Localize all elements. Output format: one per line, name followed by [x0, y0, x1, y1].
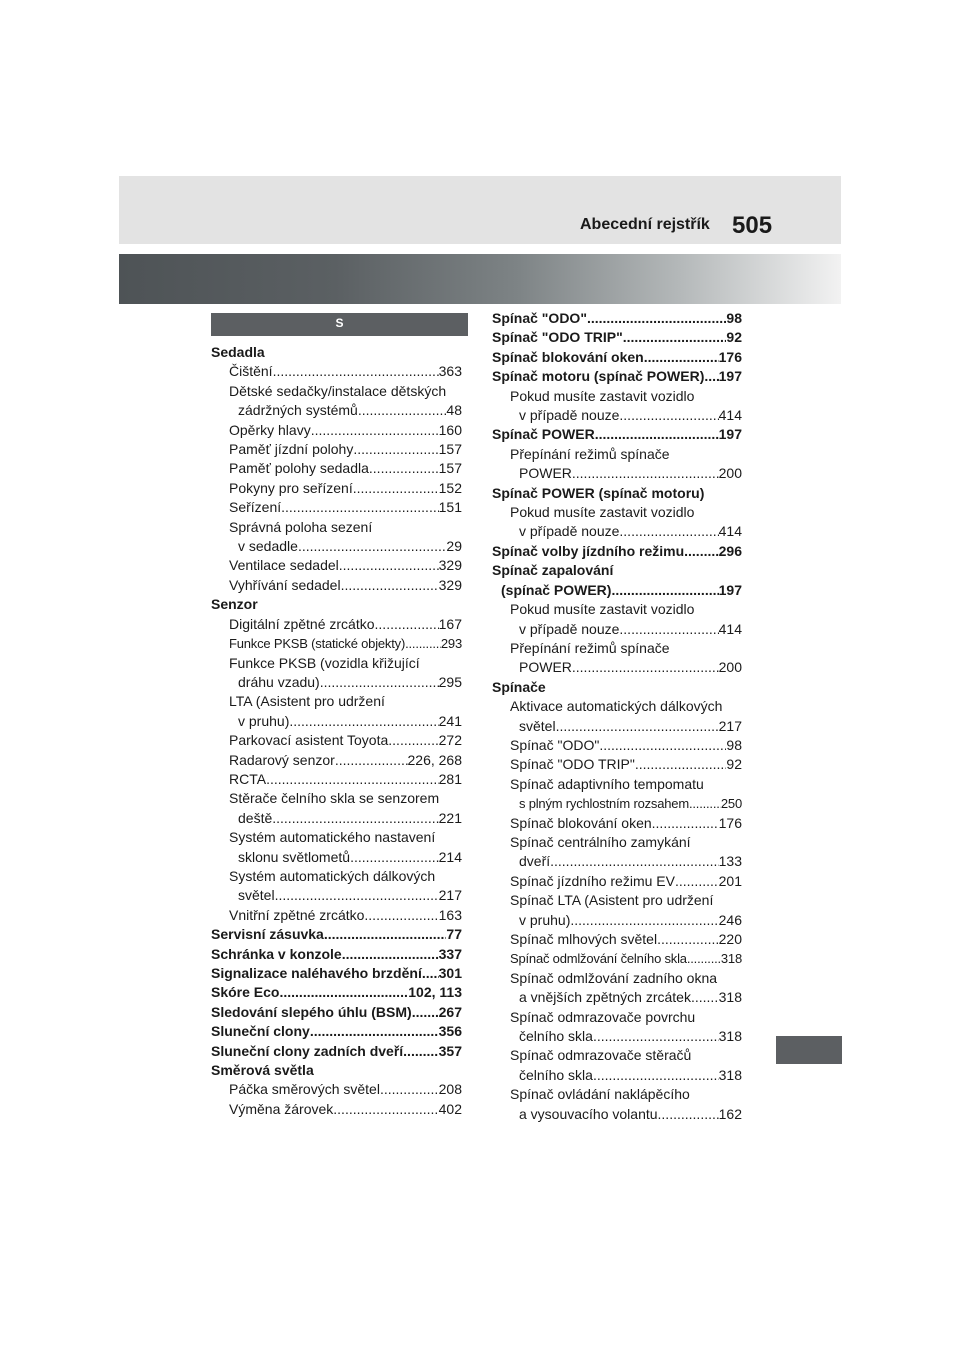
index-entry-page: 301	[438, 965, 462, 981]
index-entry	[492, 367, 742, 386]
index-entry-text: dveří	[519, 853, 551, 870]
index-entry-page: 200	[718, 659, 742, 676]
index-entry-text: Sedadla	[211, 344, 265, 360]
index-entry	[492, 503, 742, 522]
index-entry	[211, 789, 462, 808]
index-entry-page: 329	[438, 576, 462, 593]
index-entry	[492, 1027, 742, 1046]
index-entry-page: 162	[718, 1105, 742, 1122]
index-entry-page: 293	[440, 636, 462, 652]
index-entry-text: světel	[519, 717, 556, 734]
index-entry-text: Pokud musíte zastavit vozidlo	[510, 601, 695, 618]
index-entry	[492, 988, 742, 1007]
dot-leader	[333, 1100, 438, 1119]
dot-leader	[358, 401, 447, 420]
index-entry	[492, 833, 742, 852]
dot-leader	[335, 751, 408, 770]
index-entry-text: Spínač adaptivního tempomatu	[510, 775, 704, 792]
index-entry	[211, 1003, 462, 1022]
index-entry	[492, 717, 742, 736]
index-entry	[492, 678, 742, 697]
index-entry	[211, 595, 462, 614]
index-entry-page: 329	[438, 557, 462, 574]
index-entry-text: v sedadle	[238, 538, 298, 555]
dot-leader	[403, 1042, 438, 1061]
index-entry-text: Radarový senzor	[229, 751, 335, 768]
index-entry-text: Digitální zpětné zrcátko	[229, 615, 375, 632]
index-entry	[211, 867, 462, 886]
dot-leader	[570, 911, 718, 930]
dot-leader	[689, 794, 721, 813]
index-letter-bar	[211, 313, 468, 336]
index-entry-page: 318	[718, 1028, 742, 1045]
index-entry	[211, 751, 462, 770]
index-entry-page: 226, 268	[407, 751, 462, 768]
index-entry-text: Spínač jízdního režimu EV	[510, 872, 675, 889]
index-entry	[492, 1046, 742, 1065]
index-entry-page: 296	[718, 542, 742, 559]
index-entry-page: 214	[438, 848, 462, 865]
index-entry-text: Systém automatického nastavení	[229, 829, 436, 846]
index-entry-text: Čištění	[229, 363, 273, 380]
index-entry-page: 29	[446, 538, 462, 555]
index-entry	[211, 343, 462, 362]
index-entry-page: 176	[718, 348, 742, 365]
dot-leader	[341, 576, 439, 595]
index-entry	[492, 1105, 742, 1124]
index-entry-page: 201	[718, 872, 742, 889]
index-entry-page: 220	[718, 931, 742, 947]
dot-leader	[298, 537, 446, 556]
index-entry-page: 167	[438, 615, 462, 632]
index-entry-text: čelního skla	[519, 1066, 593, 1083]
index-entry-text: a vnějších zpětných zrcátek	[519, 989, 691, 1006]
index-entry	[492, 581, 742, 600]
dot-leader	[550, 852, 719, 871]
index-entry-text: Spínač blokování oken	[510, 814, 652, 831]
index-entry	[211, 945, 462, 964]
index-entry-text: Přepínání režimů spínače	[510, 639, 670, 656]
index-entry	[211, 401, 462, 420]
index-entry-text: Pokud musíte zastavit vozidlo	[510, 387, 695, 404]
index-entry-page: 318	[718, 989, 742, 1006]
index-entry	[492, 930, 742, 949]
dot-leader	[380, 1080, 439, 1099]
index-entry-page: 163	[438, 906, 462, 923]
dot-leader	[266, 770, 439, 789]
dot-leader	[587, 309, 726, 328]
index-entry-text: deště	[238, 809, 273, 826]
index-entry	[492, 911, 742, 930]
index-entry-page: 102, 113	[408, 984, 462, 1001]
index-entry-text: v pruhu)	[238, 712, 290, 729]
index-entry	[492, 309, 742, 328]
index-letter: S	[335, 316, 344, 330]
index-entry-text: POWER	[519, 465, 572, 482]
index-entry-text: Funkce PKSB (vozidla křižující	[229, 654, 420, 671]
index-entry	[211, 654, 462, 673]
index-entry	[211, 848, 462, 867]
index-entry	[211, 731, 462, 750]
index-entry-text: v pruhu)	[519, 911, 571, 928]
index-entry-text: Pokyny pro seřízení	[229, 479, 353, 496]
index-entry-text: Spínač mlhových světel	[510, 931, 658, 947]
index-entry-text: Opěrky hlavy	[229, 421, 311, 438]
index-entry-text: Spínače	[492, 678, 546, 695]
index-entry-text: Senzor	[211, 596, 258, 613]
dot-leader	[289, 712, 438, 731]
dot-leader	[593, 1066, 719, 1085]
dot-leader	[412, 1003, 439, 1022]
index-entry-text: Spínač odmrazovače stěračů	[510, 1047, 692, 1064]
dot-leader	[652, 814, 719, 833]
index-entry-text: Spínač "ODO TRIP"	[492, 329, 623, 346]
index-entry-text: Servisní zásuvka	[211, 926, 324, 943]
index-entry-page: 48	[446, 402, 462, 419]
index-entry-text: v případě nouze	[519, 407, 620, 424]
index-entry-page: 98	[726, 736, 742, 753]
index-entry	[492, 1008, 742, 1027]
index-entry-text: v případě nouze	[519, 620, 620, 637]
index-entry	[492, 775, 742, 794]
index-entry-text: Spínač ovládání naklápěcího	[510, 1086, 690, 1103]
index-entry	[492, 445, 742, 464]
index-entry	[211, 770, 462, 789]
index-entry	[492, 464, 742, 483]
index-entry-page: 272	[438, 732, 462, 749]
index-entry-page: 98	[726, 310, 742, 326]
index-entry-page: 200	[718, 465, 742, 482]
index-entry-text: Směrová světla	[211, 1062, 314, 1079]
index-entry-page: 197	[718, 368, 742, 385]
index-entry-page: 152	[438, 479, 462, 496]
index-entry	[492, 561, 742, 580]
dot-leader	[342, 945, 439, 964]
index-entry-page: 221	[438, 809, 462, 826]
dot-leader	[364, 906, 438, 925]
dot-leader	[675, 872, 719, 891]
index-entry-text: zádržných systémů	[238, 402, 358, 419]
index-entry	[492, 620, 742, 639]
index-entry-text: čelního skla	[519, 1028, 593, 1045]
index-entry-text: Sledování slepého úhlu (BSM)	[211, 1003, 412, 1020]
dot-leader	[281, 498, 439, 517]
index-entry-page: 217	[438, 887, 462, 904]
index-entry-page: 357	[438, 1042, 462, 1059]
index-entry-page: 176	[718, 814, 742, 831]
dot-leader	[572, 464, 719, 483]
index-entry-page: 208	[438, 1081, 462, 1098]
index-entry	[492, 639, 742, 658]
index-entry-text: Spínač zapalování	[492, 562, 614, 579]
index-entry-text: Funkce PKSB (statické objekty)	[229, 636, 406, 652]
dot-leader	[704, 367, 718, 386]
index-entry-page: 318	[720, 951, 742, 967]
dot-leader	[619, 406, 718, 425]
index-entry-page: 197	[718, 581, 742, 598]
index-entry-text: Spínač odmlžování zadního okna	[510, 969, 718, 986]
index-entry	[492, 891, 742, 910]
index-entry	[211, 615, 462, 634]
index-entry-page: 217	[718, 717, 742, 734]
index-entry-text: Spínač odmrazovače povrchu	[510, 1008, 696, 1025]
dot-leader	[320, 673, 439, 692]
index-entry-page: 157	[438, 460, 462, 477]
index-entry-page: 281	[438, 770, 462, 787]
dot-leader	[405, 634, 441, 653]
index-entry-page: 402	[438, 1100, 462, 1117]
index-entry-text: POWER	[519, 659, 572, 676]
index-entry-text: Páčka směrových světel	[229, 1081, 380, 1098]
index-entry-text: Spínač centrálního zamykání	[510, 833, 691, 850]
dot-leader	[324, 925, 447, 944]
index-entry-page: 197	[718, 426, 742, 443]
index-entry-text: Parkovací asistent Toyota	[229, 732, 389, 749]
index-entry-text: Přepínání režimů spínače	[510, 445, 670, 462]
index-entry	[492, 406, 742, 425]
index-entry-text: dráhu vzadu)	[238, 673, 320, 690]
index-entry-text: Vnitřní zpětné zrcátko	[229, 906, 365, 923]
dot-leader	[369, 459, 439, 478]
dot-leader	[272, 809, 438, 828]
index-entry	[492, 852, 742, 871]
index-entry	[211, 673, 462, 692]
index-entry	[211, 809, 462, 828]
index-entry-page: 133	[718, 853, 742, 870]
index-entry-page: 241	[438, 712, 462, 729]
index-entry-page: 157	[438, 441, 462, 458]
index-entry-page: 160	[438, 421, 462, 438]
index-entry-text: Paměť polohy sedadla	[229, 460, 369, 477]
index-entry-text: Spínač volby jízdního režimu	[492, 542, 685, 559]
index-entry	[211, 712, 462, 731]
index-entry-text: Paměť jízdní polohy	[229, 441, 354, 458]
index-entry-text: (spínač POWER)	[501, 581, 612, 598]
index-entry	[211, 1061, 462, 1080]
thumb-index-tab	[776, 1036, 842, 1064]
index-entry-page: 414	[718, 407, 742, 424]
index-entry	[211, 1100, 462, 1119]
index-entry	[211, 440, 462, 459]
index-entry-text: Dětské sedačky/instalace dětských	[229, 382, 447, 399]
index-entry	[211, 1042, 462, 1061]
index-entry	[492, 658, 742, 677]
index-entry	[211, 537, 462, 556]
index-entry-text: Spínač "ODO"	[510, 736, 600, 753]
index-entry-text: Spínač POWER	[492, 426, 595, 443]
index-entry	[492, 1066, 742, 1085]
index-entry	[492, 949, 742, 968]
index-entry-text: světel	[238, 887, 275, 904]
index-entry-text: Správná poloha sezení	[229, 518, 373, 535]
index-entry	[492, 425, 742, 444]
index-entry	[211, 518, 462, 537]
dot-leader	[339, 556, 439, 575]
index-entry	[211, 382, 462, 401]
index-entry-page: 356	[438, 1023, 462, 1040]
dot-leader	[595, 425, 719, 444]
index-entry-text: s plným rychlostním rozsahem	[519, 796, 689, 812]
index-entry	[211, 886, 462, 905]
index-column-right	[492, 309, 742, 1124]
index-entry-text: Spínač "ODO TRIP"	[510, 756, 635, 773]
index-entry	[211, 576, 462, 595]
index-entry-page: 363	[438, 363, 462, 380]
dot-leader	[684, 542, 719, 561]
index-entry	[492, 348, 742, 367]
index-entry-text: Sluneční clony	[211, 1023, 310, 1040]
dot-leader	[687, 949, 721, 968]
index-entry-text: Vyhřívání sedadel	[229, 576, 341, 593]
dot-leader	[279, 983, 408, 1002]
index-entry-text: v případě nouze	[519, 523, 620, 540]
index-entry-text: Signalizace naléhavého brzdění	[211, 965, 422, 981]
index-entry-text: Výměna žárovek	[229, 1100, 334, 1117]
index-entry-text: Seřízení	[229, 499, 282, 516]
index-entry	[211, 906, 462, 925]
dot-leader	[611, 581, 718, 600]
dot-leader	[375, 615, 439, 634]
index-entry	[492, 600, 742, 619]
index-entry-text: Sluneční clony zadních dveří	[211, 1042, 404, 1059]
index-entry-text: Skóre Eco	[211, 984, 280, 1001]
index-entry	[492, 387, 742, 406]
index-entry-page: 414	[718, 523, 742, 540]
index-entry	[211, 556, 462, 575]
index-entry	[492, 969, 742, 988]
index-column-left	[211, 343, 462, 1119]
index-entry-page: 267	[438, 1003, 462, 1020]
index-entry-page: 246	[718, 911, 742, 928]
index-entry-text: Spínač LTA (Asistent pro udržení	[510, 892, 714, 909]
index-entry	[211, 983, 462, 1002]
index-entry-text: LTA (Asistent pro udržení	[229, 693, 385, 710]
index-entry	[211, 925, 462, 944]
index-entry-page: 337	[438, 945, 462, 962]
index-entry	[492, 542, 742, 561]
dot-leader	[572, 658, 719, 677]
index-entry-text: Aktivace automatických dálkových	[510, 698, 723, 715]
dot-leader	[619, 620, 718, 639]
dot-leader	[422, 964, 439, 983]
dot-leader	[635, 755, 727, 774]
index-entry-page: 151	[438, 499, 462, 516]
index-entry-text: Stěrače čelního skla se senzorem	[229, 790, 440, 807]
index-entry-page: 92	[726, 756, 742, 773]
index-entry	[492, 697, 742, 716]
section-title: Abecední rejstřík	[580, 216, 710, 233]
index-entry	[492, 736, 742, 755]
index-entry	[211, 692, 462, 711]
index-entry-text: a vysouvacího volantu	[519, 1105, 658, 1122]
index-entry	[492, 872, 742, 891]
index-entry	[492, 814, 742, 833]
index-entry	[492, 794, 742, 813]
index-entry	[211, 828, 462, 847]
index-entry	[211, 479, 462, 498]
index-entry-text: Spínač motoru (spínač POWER)	[492, 368, 705, 385]
dot-leader	[691, 988, 719, 1007]
dot-leader	[556, 717, 719, 736]
index-entry	[211, 1022, 462, 1041]
index-entry-page: 318	[718, 1066, 742, 1083]
index-entry-text: Spínač POWER (spínač motoru)	[492, 484, 705, 501]
dot-leader	[599, 736, 726, 755]
index-entry-text: Systém automatických dálkových	[229, 867, 436, 884]
index-entry	[211, 459, 462, 478]
index-entry-page: 77	[446, 926, 462, 943]
index-entry-text: sklonu světlometů	[238, 848, 351, 865]
index-entry-text: Ventilace sedadel	[229, 557, 339, 574]
index-entry-text: RCTA	[229, 770, 267, 787]
index-entry	[211, 421, 462, 440]
index-entry-page: 250	[720, 796, 742, 812]
dot-leader	[619, 522, 718, 541]
dot-leader	[623, 328, 727, 347]
index-entry	[492, 328, 742, 347]
index-entry	[211, 498, 462, 517]
index-entry-text: Pokud musíte zastavit vozidlo	[510, 504, 695, 521]
dot-leader	[350, 848, 439, 867]
index-entry	[492, 484, 742, 503]
dot-leader	[275, 886, 439, 905]
index-entry-text: Spínač blokování oken	[492, 348, 644, 365]
dot-leader	[311, 421, 439, 440]
dot-leader	[657, 930, 719, 949]
index-entry-text: Spínač odmlžování čelního skla	[510, 951, 687, 967]
dot-leader	[310, 1022, 439, 1041]
index-entry	[211, 1080, 462, 1099]
index-entry-page: 92	[726, 329, 742, 346]
dot-leader	[644, 348, 719, 367]
index-entry	[492, 755, 742, 774]
dot-leader	[593, 1027, 719, 1046]
index-entry	[211, 634, 462, 653]
dot-leader	[353, 440, 438, 459]
dot-leader	[658, 1105, 719, 1124]
index-entry	[211, 362, 462, 381]
index-entry	[211, 964, 462, 983]
index-entry-text: Spínač "ODO"	[492, 310, 587, 326]
index-entry	[492, 522, 742, 541]
page-number: 505	[732, 212, 773, 239]
header-gradient-band	[119, 254, 841, 304]
index-entry	[492, 1085, 742, 1104]
index-entry-text: Schránka v konzole	[211, 945, 342, 962]
dot-leader	[388, 731, 438, 750]
dot-leader	[273, 362, 439, 381]
index-entry-page: 295	[438, 673, 462, 690]
index-entry-page: 414	[718, 620, 742, 637]
dot-leader	[353, 479, 439, 498]
